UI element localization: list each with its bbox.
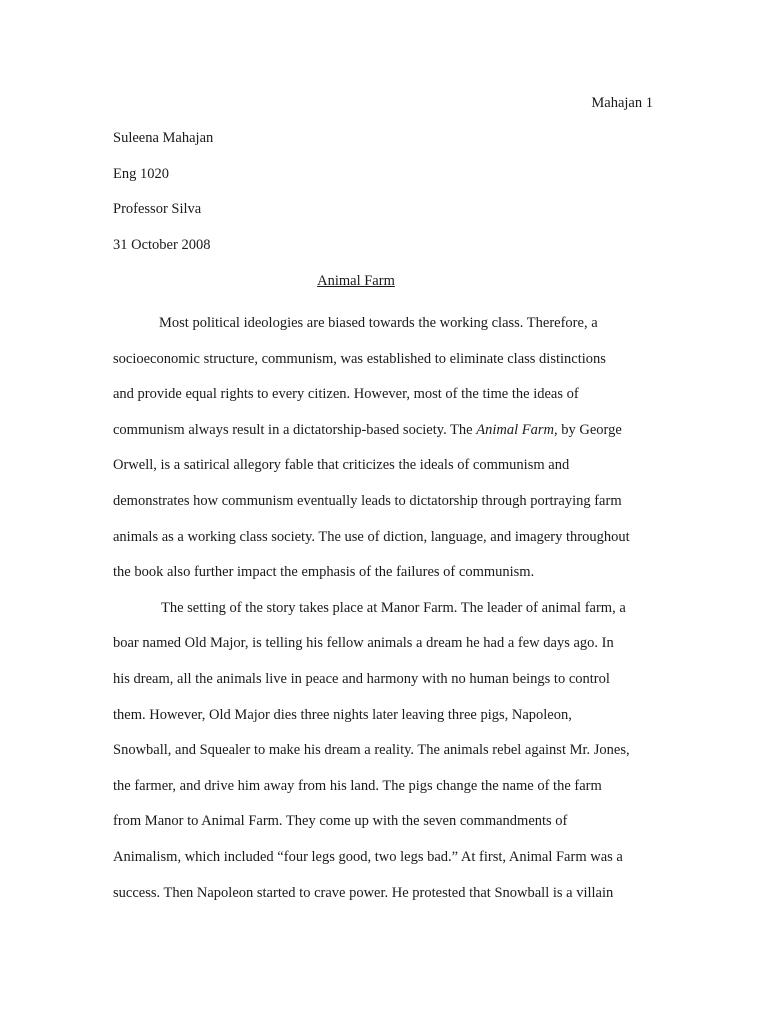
course-name: Eng 1020: [113, 166, 169, 182]
document-date: 31 October 2008: [113, 237, 211, 253]
author-name: Suleena Mahajan: [113, 130, 214, 146]
paragraph-1: [113, 306, 630, 591]
paragraph-1-text-a: Most political ideologies are biased towards the working class. Therefore, a socioeconomic structure, communism, was established to eliminate class distinctions and provide equal rights to every citizen. However, most of the time the ideas of communism always result in a dictatorship-based society. The: [113, 315, 606, 438]
essay-body: [113, 306, 630, 911]
paragraph-2: The setting of the story takes place at Manor Farm. The leader of animal farm, a boar named Old Major, is telling his fellow animals a dream he had a few days ago. In his dream, all the animals live in peace and harmony with no human beings to control them. However, Old Major dies three nights later leaving three pigs, Napoleon, Snowball, and Squealer to make his dream a reality. The animals rebel against Mr. Jones, the farmer, and drive him away from his land. The pigs change the name of the farm from Manor to Animal Farm. They come up with the seven commandments of Animalism, which included “four legs good, two legs bad.” At first, Animal Farm was a success. Then Napoleon started to crave power. He protested that Snowball is a villain: [113, 599, 630, 901]
running-head: Mahajan 1: [591, 95, 653, 111]
book-title-italic: Animal Farm: [476, 421, 554, 438]
essay-title: Animal Farm: [317, 273, 395, 289]
instructor-name: Professor Silva: [113, 201, 202, 217]
paragraph-1-text-b: , by George Orwell, is a satirical allegory fable that criticizes the ideals of communism and demonstrates how communism eventually leads to dictatorship through portraying farm animals as a working class society. The use of diction, language, and imagery throughout the book also further impact the emphasis of the failures of communism.: [113, 421, 630, 581]
